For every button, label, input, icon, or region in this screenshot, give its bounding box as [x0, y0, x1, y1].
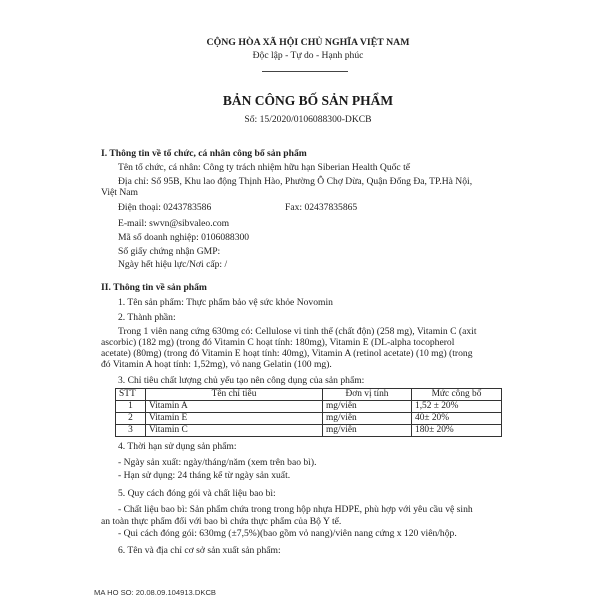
cell-indicator: Vitamin C: [146, 425, 323, 437]
composition-line-2: ascorbic) (182 mg) (trong đó Vitamin C hoạt tính: 180mg), Vitamin E (DL-alpha tocopherol: [101, 337, 455, 348]
address-line-2: Việt Nam: [101, 187, 138, 198]
national-motto: Độc lập - Tự do - Hạnh phúc: [252, 50, 364, 61]
document-title: BẢN CÔNG BỐ SẢN PHẨM: [222, 93, 394, 108]
country-name: CỘNG HÒA XÃ HỘI CHỦ NGHĨA VIỆT NAM: [206, 37, 410, 48]
phone: Điện thoại: 0243783586: [118, 202, 212, 213]
table-row: [116, 425, 502, 437]
cell-indicator: Vitamin A: [146, 401, 323, 413]
packaging-material-1: - Chất liệu bao bì: Sản phẩm chứa trong trong hộp nhựa HDPE, phù hợp với yêu cầu vệ sinh: [118, 504, 473, 515]
product-name: 1. Tên sản phẩm: Thực phẩm bảo vệ sức khỏe Novomin: [118, 297, 333, 308]
cell-stt: 2: [116, 413, 146, 425]
cell-unit: mg/viên: [323, 401, 412, 413]
fax: Fax: 02437835865: [285, 202, 358, 213]
manufacturer-label: 6. Tên và địa chỉ cơ sở sản xuất sản phẩm:: [118, 545, 281, 556]
section-2-heading: II. Thông tin về sản phẩm: [101, 282, 207, 293]
table-row: [116, 401, 502, 413]
cell-unit: mg/viên: [323, 413, 412, 425]
table-row: [116, 413, 502, 425]
org-name: Tên tổ chức, cá nhân: Công ty trách nhiệm hữu hạn Siberian Health Quốc tế: [118, 162, 410, 173]
validity: Ngày hết hiệu lực/Nơi cấp: /: [118, 259, 228, 270]
tax-code: Mã số doanh nghiệp: 0106088300: [118, 232, 250, 243]
cell-unit: mg/viên: [323, 425, 412, 437]
composition-line-3: acetate) (80mg) (trong đó Vitamin E hoạt tính: 40mg), Vitamin A (retinol acetate) (10 mg) (trong: [101, 348, 473, 359]
document-number: Số: 15/2020/0106088300-DKCB: [244, 114, 372, 125]
cell-level: 1,52 ± 20%: [412, 401, 502, 413]
dossier-code: MA HO SO: 20.08.09.104913.DKCB: [94, 588, 216, 597]
manufacture-date: - Ngày sản xuất: ngày/tháng/năm (xem trên bao bì).: [118, 457, 317, 468]
packaging-spec: - Qui cách đóng gói: 630mg (±7,5%)(bao gồm vỏ nang)/viên nang cứng x 120 viên/hộp.: [118, 528, 457, 539]
address-line-1: Địa chỉ: Số 95B, Khu lao động Thịnh Hào, Phường Ô Chợ Dừa, Quận Đống Đa, TP.Hà Nội,: [118, 176, 473, 187]
email: E-mail: swvn@sibvaleo.com: [118, 218, 230, 229]
composition-line-1: Trong 1 viên nang cứng 630mg có: Cellulose vi tinh thể (chất độn) (258 mg), Vitamin C (axit: [118, 326, 477, 337]
cell-stt: 3: [116, 425, 146, 437]
composition-label: 2. Thành phần:: [118, 312, 176, 323]
composition-line-4: đó Vitamin A hoạt tính: 1,52mg), vỏ nang Gelatin (100 mg).: [101, 359, 332, 370]
motto-underline: [262, 71, 348, 72]
gmp-certificate: Số giấy chứng nhận GMP:: [118, 246, 221, 257]
expiry: - Hạn sử dụng: 24 tháng kể từ ngày sản xuất.: [118, 470, 291, 481]
header-level: Mức công bố: [412, 389, 502, 401]
quality-table: [115, 388, 502, 437]
shelf-life-label: 4. Thời hạn sử dụng sản phẩm:: [118, 441, 237, 452]
packaging-material-2: an toàn thực phẩm đối với bao bì chứa thực phẩm của Bộ Y tế.: [101, 516, 342, 527]
packaging-label: 5. Quy cách đóng gói và chất liệu bao bì:: [118, 488, 276, 499]
cell-indicator: Vitamin E: [146, 413, 323, 425]
header-stt: STT: [116, 389, 146, 401]
section-1-heading: I. Thông tin về tổ chức, cá nhân công bố sản phẩm: [101, 148, 307, 159]
quality-indicators-label: 3. Chỉ tiêu chất lượng chủ yếu tạo nên công dụng của sản phẩm:: [118, 375, 365, 386]
cell-stt: 1: [116, 401, 146, 413]
header-unit: Đơn vị tính: [323, 389, 412, 401]
header-indicator: Tên chỉ tiêu: [146, 389, 323, 401]
cell-level: 40± 20%: [412, 413, 502, 425]
cell-level: 180± 20%: [412, 425, 502, 437]
table-header-row: [116, 389, 502, 401]
